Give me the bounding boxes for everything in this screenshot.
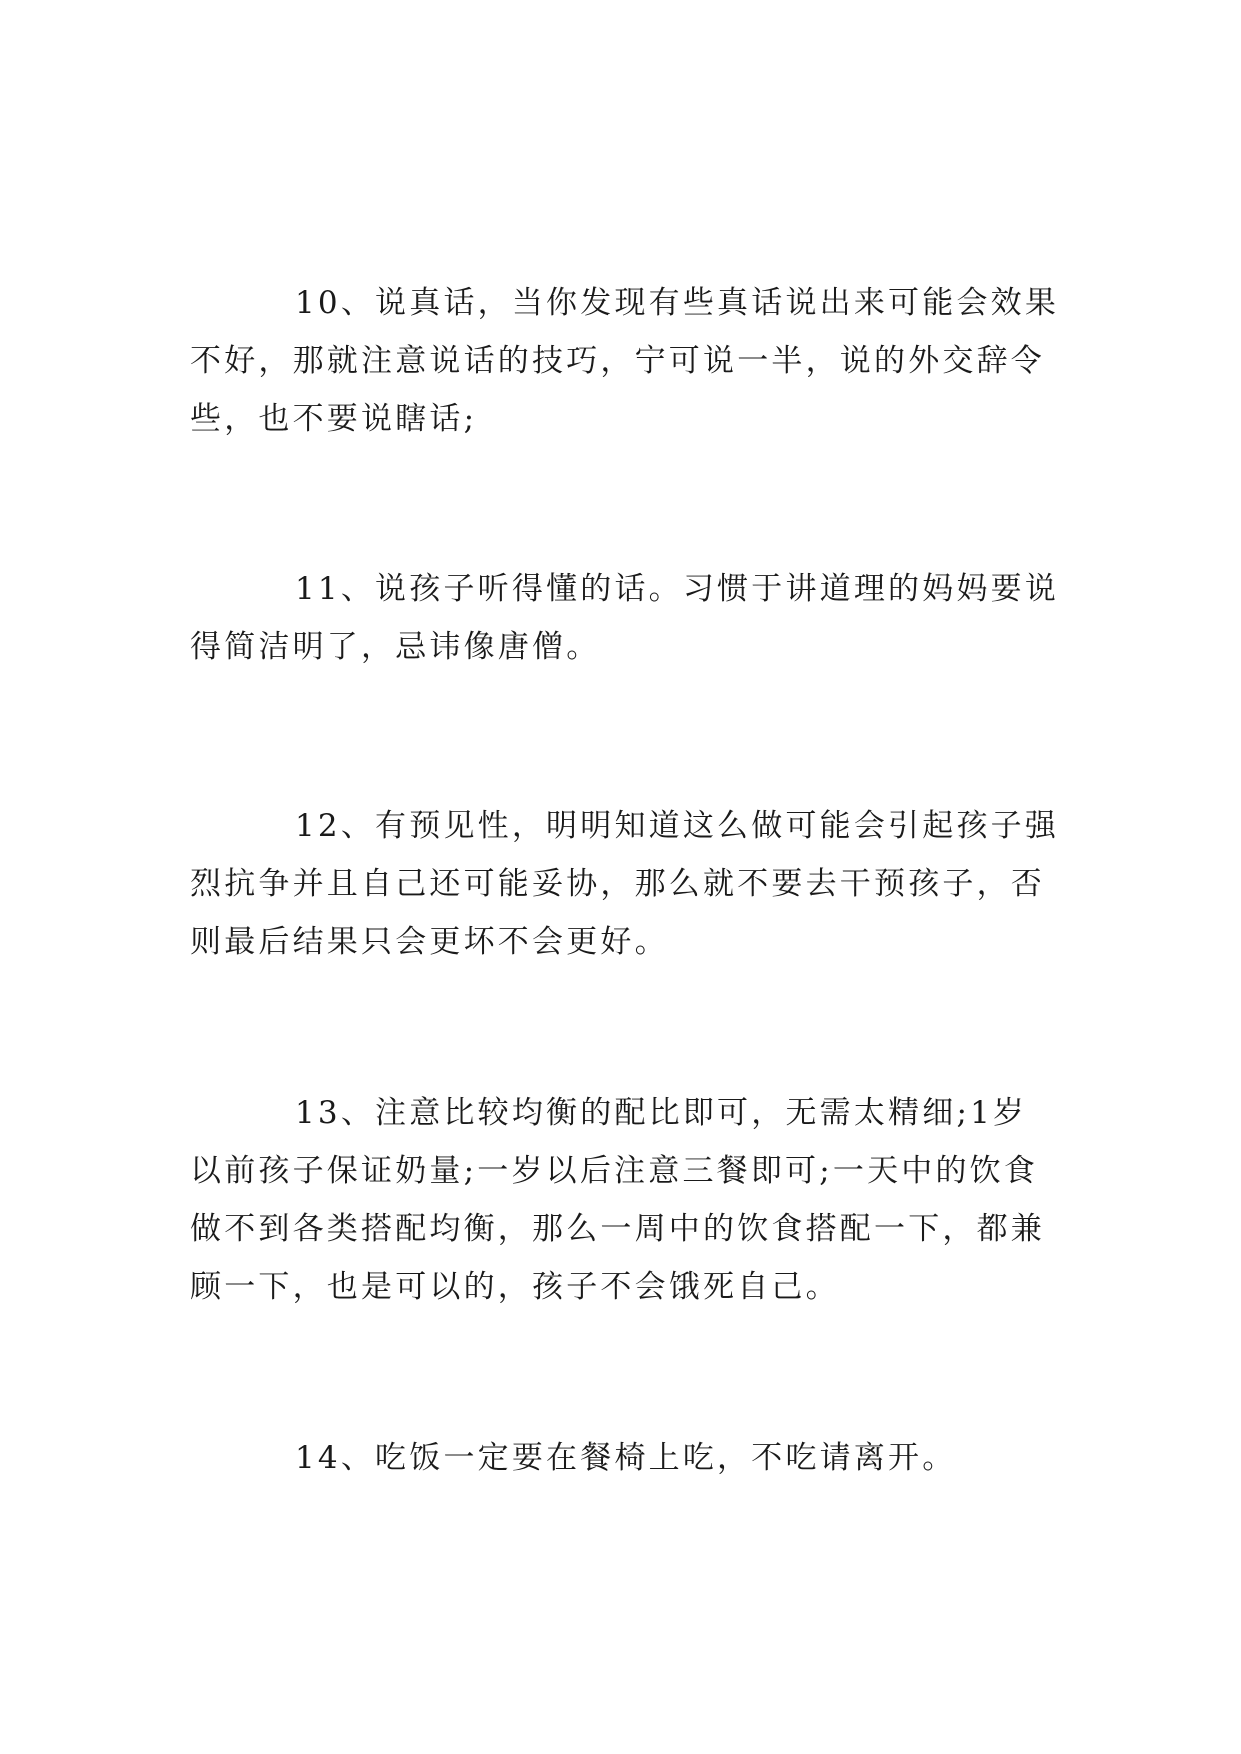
paragraph-10: 10、说真话，当你发现有些真话说出来可能会效果不好，那就注意说话的技巧，宁可说一半，说的外交辞令些，也不要说瞎话; [190,285,1060,437]
paragraph-11: 11、说孩子听得懂的话。习惯于讲道理的妈妈要说得简洁明了，忌讳像唐僧。 [190,571,1060,665]
paragraph-13: 13、注意比较均衡的配比即可，无需太精细;1岁以前孩子保证奶量;一岁以后注意三餐即可;一天中的饮食做不到各类搭配均衡，那么一周中的饮食搭配一下，都兼顾一下，也是可以的，孩子不会饿死自己。 [190,1095,1045,1305]
paragraph-12: 12、有预见性，明明知道这么做可能会引起孩子强烈抗争并且自己还可能妥协，那么就不要去干预孩子，否则最后结果只会更坏不会更好。 [190,808,1060,960]
paragraph-14: 14、吃饭一定要在餐椅上吃，不吃请离开。 [295,1440,957,1476]
